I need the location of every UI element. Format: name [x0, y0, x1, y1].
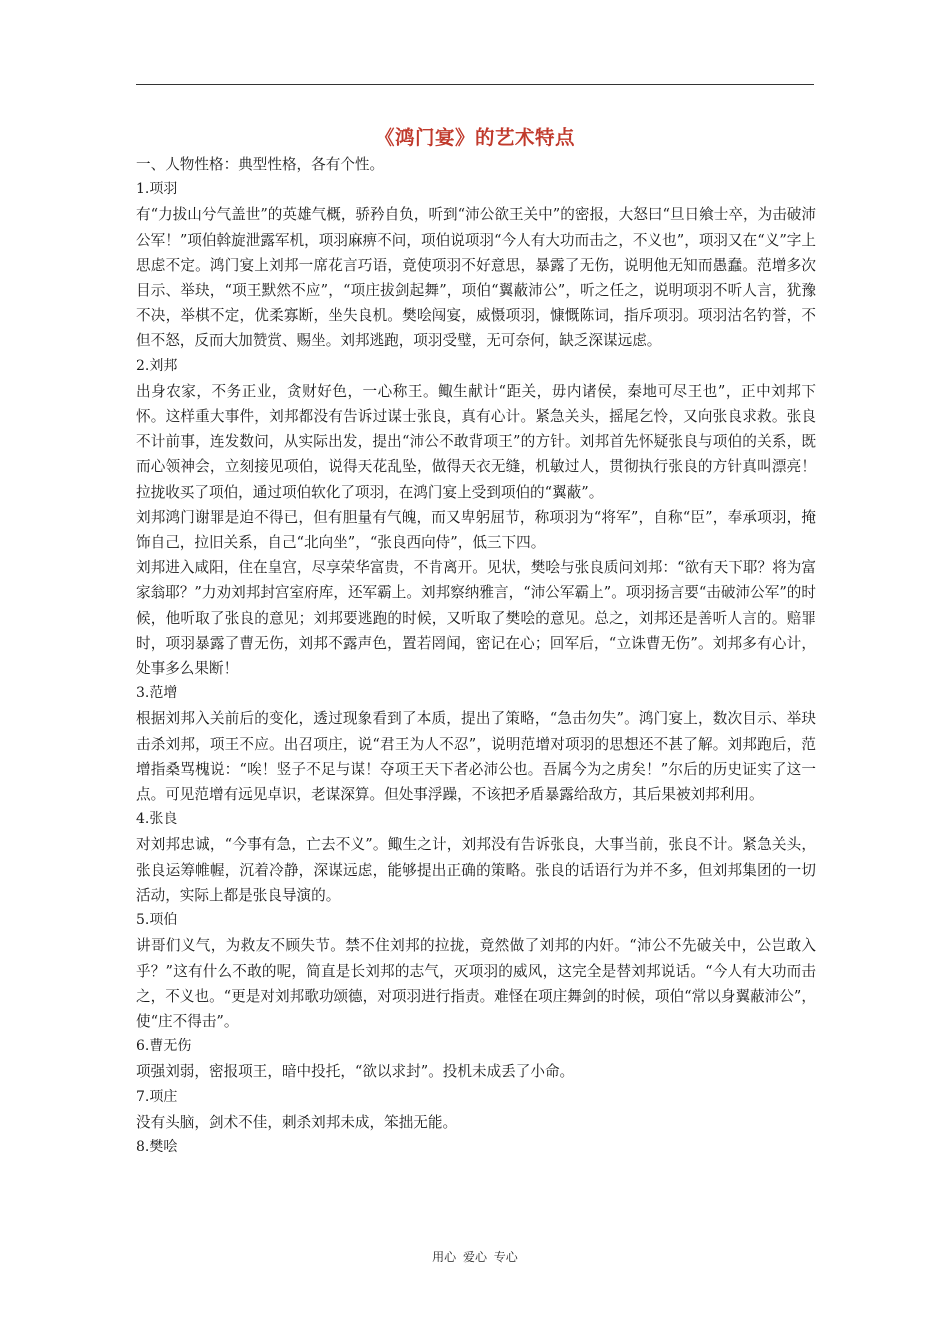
section-heading-liubang: 2.刘邦	[136, 357, 178, 374]
paragraph-xiangzhuang: 没有头脑，剑术不佳，刺杀刘邦未成，笨拙无能。	[136, 1113, 458, 1131]
paragraph-fanzeng: 根据刘邦入关前后的变化，透过现象看到了本质，提出了策略，“急击勿失”。鸿门宴上，数次目示、举玦击杀刘邦，项王不应。出召项庄，说“君王为人不忍”，说明范增对项羽的思想还不甚了解。刘邦跑后，范增指桑骂槐说：“唉！竖子不足与谋！夺项王天下者必沛公也。吾属今为之虏矣！”尔后的历史证实了这一点。可见范增有远见卓识，老谋深算。但处事浮躁，不该把矛盾暴露给敌方，其后果被刘邦利用。	[136, 710, 816, 804]
section-heading-xiangbo: 5.项伯	[136, 912, 178, 929]
document-title: 《鸿门宴》的艺术特点	[374, 126, 575, 149]
paragraph-zhangliang: 对刘邦忠诚，“今事有急，亡去不义”。鲰生之计，刘邦没有告诉张良，大事当前，张良不计。紧急关头，张良运筹帷幄，沉着冷静，深谋远虑，能够提出正确的策略。张良的话语行为并不多，但刘邦集团的一切活动，实际上都是张良导演的。	[136, 836, 816, 904]
paragraph-xiangbo: 讲哥们义气，为救友不顾失节。禁不住刘邦的拉拢，竟然做了刘邦的内奸。“沛公不先破关中，公岂敢入乎？”这有什么不敢的呢，简直是长刘邦的志气，灭项羽的威风，这完全是替刘邦说话。“今人有大功而击之，不义也。“更是对刘邦歌功颂德，对项羽进行指责。难怪在项庄舞剑的时候，项伯“常以身翼蔽沛公”，使“庄不得击”。	[136, 937, 816, 1030]
section-heading-caowushang: 6.曹无伤	[136, 1038, 192, 1055]
section-heading-xiangyu: 1.项羽	[136, 181, 178, 198]
document-body	[136, 152, 816, 1160]
section-heading-fanzeng: 3.范增	[136, 685, 178, 702]
paragraph-liubang-3: 刘邦进入咸阳，住在皇宫，尽享荣华富贵，不肯离开。见状，樊哙与张良质问刘邦：“欲有天下耶？将为富家翁耶？”力劝刘邦封宫室府库，还军霸上。刘邦察纳雅言，“沛公军霸上”。项羽扬言要“击破沛公军”的时候，他听取了张良的意见；刘邦要逃跑的时候，又听取了樊哙的意见。总之，刘邦还是善听人言的。赔罪时，项羽暴露了曹无伤，刘邦不露声色，置若罔闻，密记在心；回军后，“立诛曹无伤”。刘邦多有心计，处事多么果断！	[136, 559, 816, 678]
section-heading-zhangliang: 4.张良	[136, 811, 178, 828]
paragraph-caowushang: 项强刘弱，密报项王，暗中投托，“欲以求封”。投机未成丢了小命。	[136, 1063, 575, 1081]
header-rule	[136, 84, 814, 85]
paragraph-liubang-2: 刘邦鸿门谢罪是迫不得已，但有胆量有气魄，而又卑躬屈节，称项羽为“将军”，自称“臣”，奉承项羽，掩饰自己，拉旧关系，自己“北向坐”，“张良西向侍”，低三下四。	[136, 508, 816, 552]
paragraph-liubang-1: 出身农家，不务正业，贪财好色，一心称王。鲰生献计“距关，毋内诸侯，秦地可尽王也”，正中刘邦下怀。这样重大事件，刘邦都没有告诉过谋士张良，真有心计。紧急关头，摇尾乞怜，又向张良求救。张良不计前事，连发数问，从实际出发，提出“沛公不敢背项王”的方针。刘邦首先怀疑张良与项伯的关系，既而心领神会，立刻接见项伯，说得天花乱坠，做得天衣无缝，机敏过人，贯彻执行张良的方针真叫漂亮！拉拢收买了项伯，通过项伯软化了项羽，在鸿门宴上受到项伯的“翼蔽”。	[136, 382, 816, 501]
section-heading-fankuai: 8.樊哙	[136, 1138, 178, 1155]
section-heading-xiangzhuang: 7.项庄	[136, 1088, 178, 1105]
heading-character-traits: 一、人物性格：典型性格，各有个性。	[136, 156, 385, 173]
page-footer: 用心 爱心 专心	[432, 1250, 518, 1264]
paragraph-xiangyu: 有“力拔山兮气盖世”的英雄气概，骄矜自负，听到“沛公欲王关中”的密报，大怒曰“旦日飨士卒，为击破沛公军！”项伯斡旋泄露军机，项羽麻痹不问，项伯说项羽“今人有大功而击之，不义也”，项羽又在“义”字上思虑不定。鸿门宴上刘邦一席花言巧语，竟使项羽不好意思，暴露了无伤，说明他无知而愚蠢。范增多次目示、举玦，“项王默然不应”，“项庄拔剑起舞”，项伯“翼蔽沛公”，听之任之，说明项羽不听人言，犹豫不决，举棋不定，优柔寡断，坐失良机。樊哙闯宴，威慑项羽，慷慨陈词，指斥项羽。项羽沽名钓誉，不但不怒，反而大加赞赏、赐坐。刘邦逃跑，项羽受璧，无可奈何，缺乏深谋远虑。	[136, 206, 816, 350]
